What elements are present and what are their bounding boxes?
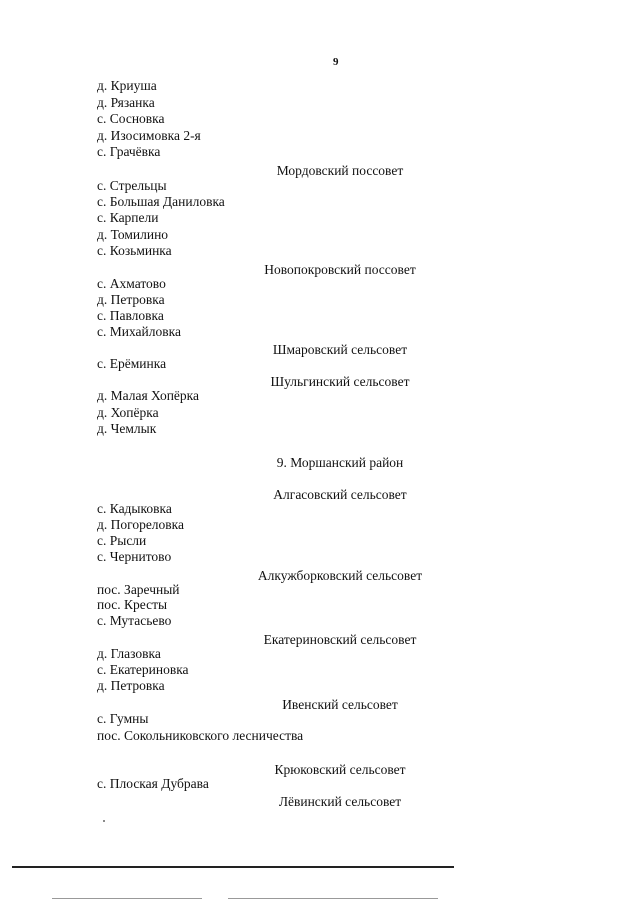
district-heading: 9. Моршанский район (276, 455, 404, 470)
list-item: д. Хопёрка (97, 405, 159, 420)
list-item: с. Большая Даниловка (97, 194, 225, 209)
list-item: с. Екатериновка (97, 662, 189, 677)
list-item: с. Стрельцы (97, 178, 167, 193)
list-item: д. Рязанка (97, 95, 155, 110)
list-item: д. Криуша (97, 78, 157, 93)
list-item: пос. Заречный (97, 582, 180, 597)
list-item: пос. Сокольниковского лесничества (97, 728, 304, 743)
page-number: 9 (333, 56, 339, 68)
section-heading: Алгасовский сельсовет (273, 487, 407, 502)
list-item: д. Петровка (97, 292, 165, 307)
list-item: с. Михайловка (97, 324, 181, 339)
list-item: д. Глазовка (97, 646, 161, 661)
footer-rule (12, 866, 454, 868)
list-item: д. Чемлык (97, 421, 157, 436)
list-item: с. Павловка (97, 308, 164, 323)
list-item: д. Петровка (97, 678, 165, 693)
section-heading: Новопокровский поссовет (264, 262, 416, 277)
section-heading: Шмаровский сельсовет (272, 342, 408, 357)
list-item: с. Кадыковка (97, 501, 172, 516)
section-heading: Крюковский сельсовет (274, 762, 406, 777)
list-item: д. Изосимовка 2-я (97, 128, 201, 143)
list-item: с. Мутасьево (97, 613, 172, 628)
section-heading: Ивенский сельсовет (282, 697, 398, 712)
section-heading: Мордовский поссовет (276, 163, 404, 178)
list-item: пос. Кресты (97, 597, 168, 612)
section-heading: Екатериновский сельсовет (263, 632, 417, 647)
footer-dash (52, 898, 202, 899)
list-item: с. Чернитово (97, 549, 172, 564)
list-item: с. Грачёвка (97, 144, 161, 159)
list-item: с. Плоская Дубрава (97, 776, 209, 791)
list-item: с. Карпели (97, 210, 159, 225)
section-heading: Лёвинский сельсовет (278, 794, 402, 809)
scan-speck (103, 820, 105, 822)
list-item: с. Ахматово (97, 276, 166, 291)
footer-dash (228, 898, 438, 899)
list-item: с. Гумны (97, 711, 149, 726)
list-item: д. Погореловка (97, 517, 185, 532)
list-item: д. Томилино (97, 227, 169, 242)
list-item: д. Малая Хопёрка (97, 388, 200, 403)
section-heading: Алкужборковский сельсовет (257, 568, 423, 583)
list-item: с. Сосновка (97, 111, 165, 126)
list-item: с. Козьминка (97, 243, 172, 258)
list-item: с. Рысли (97, 533, 147, 548)
list-item: с. Ерёминка (97, 356, 167, 371)
section-heading: Шульгинский сельсовет (270, 374, 410, 389)
